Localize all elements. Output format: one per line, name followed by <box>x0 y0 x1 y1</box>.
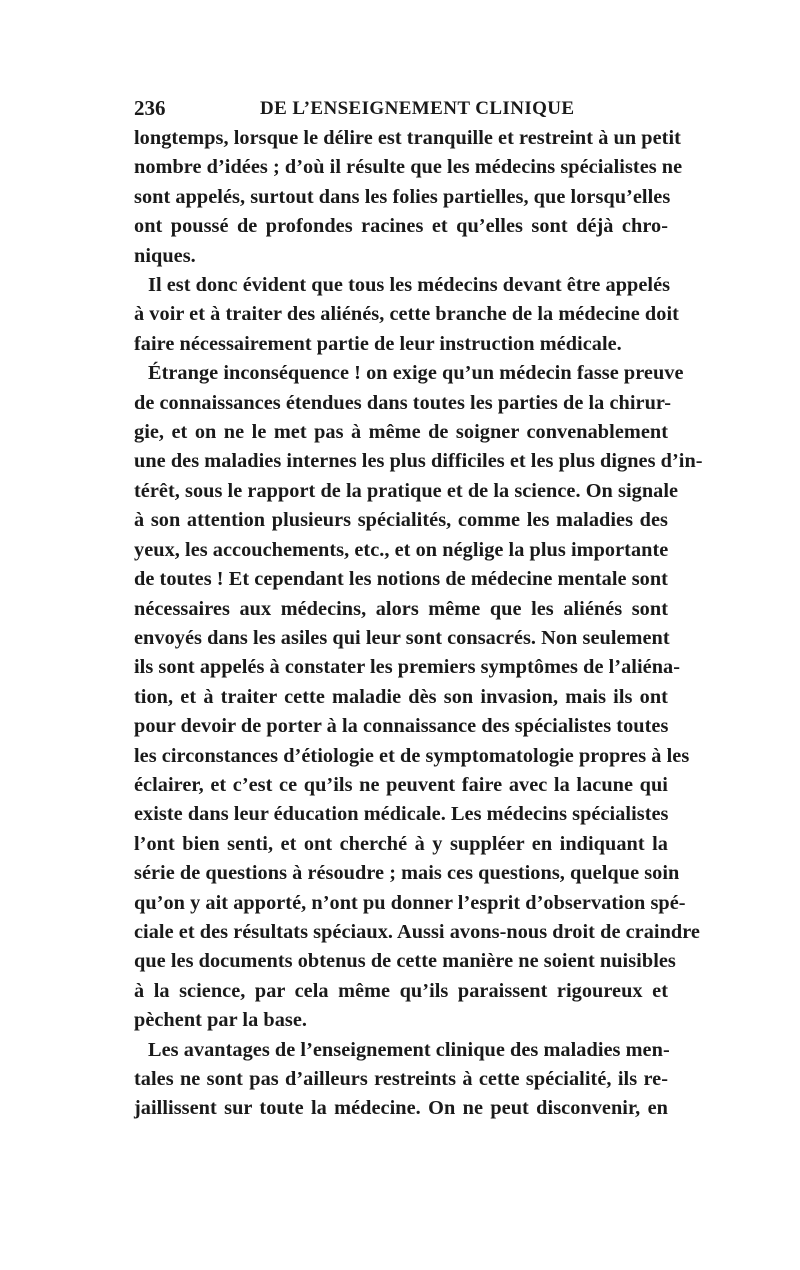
text-line: faire nécessairement partie de leur instruction médicale. <box>134 332 622 355</box>
text-line: tales ne sont pas d’ailleurs restreints à cette spécialité, ils re- <box>134 1068 668 1090</box>
text-line: l’ont bien senti, et ont cherché à y suppléer en indiquant la <box>134 832 668 855</box>
page-number: 236 <box>134 96 166 120</box>
book-page <box>134 92 703 1124</box>
text-line: sont appelés, surtout dans les folies partielles, que lorsqu’elles <box>134 185 671 208</box>
running-head <box>134 92 668 124</box>
text-line: éclairer, et c’est ce qu’ils ne peuvent faire avec la lacune qui <box>134 773 668 796</box>
body-text <box>134 124 703 1124</box>
text-line: Les avantages de l’enseignement clinique des maladies men- <box>148 1038 670 1061</box>
text-line: pour devoir de porter à la connaissance des spécialistes toutes <box>134 715 669 738</box>
text-line: existe dans leur éducation médicale. Les médecins spécialistes <box>134 803 669 826</box>
text-line: que les documents obtenus de cette manière ne soient nuisibles <box>134 950 676 973</box>
text-line: envoyés dans les asiles qui leur sont consacrés. Non seulement <box>134 626 670 649</box>
text-line: à son attention plusieurs spécialités, comme les maladies des <box>134 509 668 532</box>
text-line: jaillissent sur toute la médecine. On ne peut disconvenir, en <box>134 1097 668 1120</box>
text-line: de toutes ! Et cependant les notions de médecine mentale sont <box>134 568 668 591</box>
text-line: niques. <box>134 244 196 267</box>
text-line: ils sont appelés à constater les premiers symptômes de l’aliéna- <box>134 656 681 679</box>
text-line: nécessaires aux médecins, alors même que les aliénés sont <box>134 597 668 620</box>
text-line: Il est donc évident que tous les médecins devant être appelés <box>148 274 671 297</box>
text-line: longtemps, lorsque le délire est tranquille et restreint à un petit <box>134 127 681 149</box>
text-line: à voir et à traiter des aliénés, cette branche de la médecine doit <box>134 303 679 326</box>
text-line: ont poussé de profondes racines et qu’elles sont déjà chro- <box>134 215 668 238</box>
text-line: une des maladies internes les plus difficiles et les plus dignes d’in- <box>134 450 703 473</box>
text-line: de connaissances étendues dans toutes les parties de la chirur- <box>134 391 672 414</box>
text-line: tion, et à traiter cette maladie dès son invasion, mais ils ont <box>134 685 668 708</box>
text-line: qu’on y ait apporté, n’ont pu donner l’esprit d’observation spé- <box>134 891 686 914</box>
text-line: les circonstances d’étiologie et de symptomatologie propres à les <box>134 744 690 767</box>
text-line: ciale et des résultats spéciaux. Aussi avons-nous droit de craindre <box>134 920 700 943</box>
text-line: térêt, sous le rapport de la pratique et de la science. On signale <box>134 479 679 502</box>
text-line: Étrange inconséquence ! on exige qu’un médecin fasse preuve <box>148 362 684 385</box>
text-line: yeux, les accouchements, etc., et on néglige la plus importante <box>134 538 669 561</box>
text-line: série de questions à résoudre ; mais ces questions, quelque soin <box>134 862 680 885</box>
text-line: pèchent par la base. <box>134 1009 308 1032</box>
text-line: nombre d’idées ; d’où il résulte que les médecins spécialistes ne <box>134 156 683 179</box>
text-line: à la science, par cela même qu’ils paraissent rigoureux et <box>134 979 668 1002</box>
text-line: gie, et on ne le met pas à même de soigner convenablement <box>134 421 668 444</box>
running-title: DE L’ENSEIGNEMENT CLINIQUE <box>260 98 575 119</box>
